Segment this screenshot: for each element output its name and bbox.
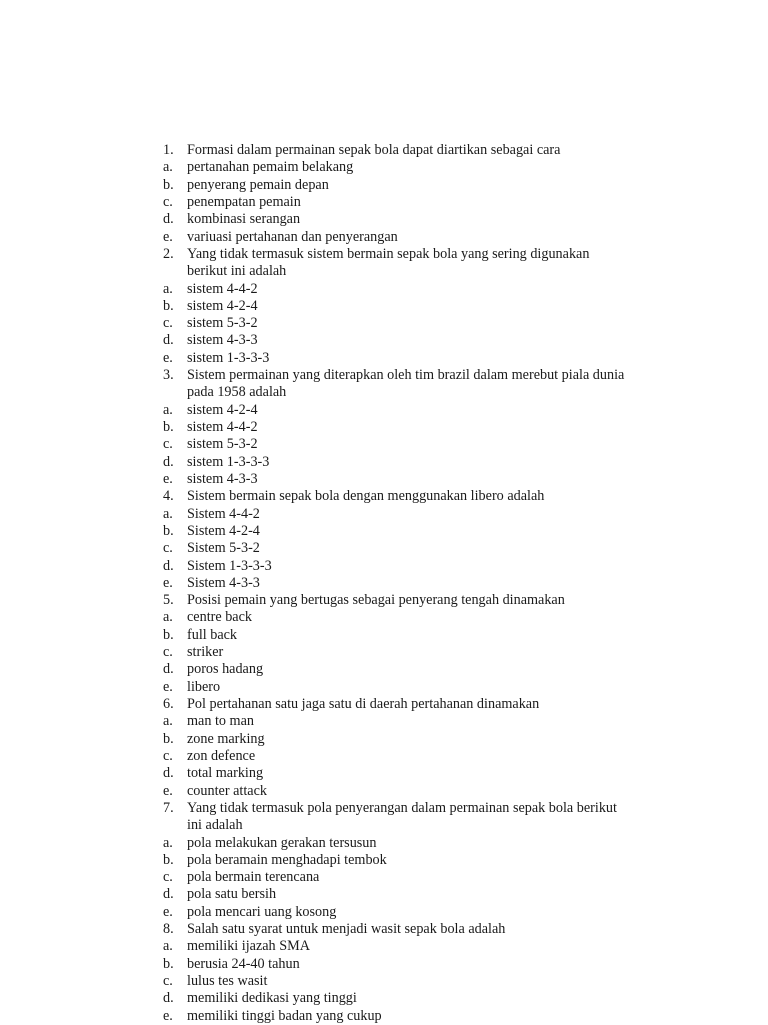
option-letter: c. (163, 644, 173, 661)
question-row (163, 800, 683, 817)
question-row (163, 592, 683, 609)
question-item (163, 800, 683, 921)
answer-option (163, 765, 683, 782)
answer-option (163, 661, 683, 678)
question-row (163, 696, 683, 713)
question-text: ini adalah (187, 817, 243, 834)
answer-option (163, 211, 683, 228)
option-letter: d. (163, 990, 174, 1007)
answer-option (163, 332, 683, 349)
answer-option (163, 938, 683, 955)
answer-option (163, 852, 683, 869)
option-letter: d. (163, 765, 174, 782)
option-letter: c. (163, 193, 173, 210)
question-text: Pol pertahanan satu jaga satu di daerah pertahanan dinamakan (187, 696, 540, 712)
option-text: sistem 1-3-3-3 (187, 453, 270, 470)
question-number (163, 384, 187, 401)
answer-option (163, 159, 683, 176)
question-number: 2. (163, 245, 174, 262)
question-continuation-row (163, 263, 683, 280)
option-letter: b. (163, 419, 174, 435)
question-continuation-row (163, 384, 683, 401)
question-text: Sistem bermain sepak bola dengan menggunakan libero adalah (187, 488, 545, 505)
option-letter: d. (163, 453, 174, 470)
option-letter: a. (163, 401, 173, 418)
question-number (163, 817, 187, 834)
option-letter: a. (163, 505, 173, 522)
option-letter: b. (163, 176, 174, 193)
option-letter: e. (163, 470, 173, 487)
option-letter: d. (163, 557, 174, 574)
option-letter: d. (163, 661, 174, 678)
question-row (163, 142, 683, 159)
option-letter: e. (163, 574, 173, 591)
answer-option (163, 956, 683, 973)
answer-option (163, 315, 683, 332)
question-number: 7. (163, 799, 174, 816)
option-text: full back (187, 626, 238, 643)
question-number: 5. (163, 592, 174, 609)
option-letter: c. (163, 436, 173, 453)
answer-option (163, 575, 683, 592)
option-letter: e. (163, 1007, 173, 1024)
option-text: penempatan pemain (187, 193, 301, 210)
question-item (163, 696, 683, 800)
option-text: counter attack (187, 782, 267, 799)
question-text: Posisi pemain yang bertugas sebagai penyerang tengah dinamakan (187, 592, 565, 609)
question-text: Salah satu syarat untuk menjadi wasit sepak bola adalah (187, 921, 506, 938)
option-text: Sistem 5-3-2 (187, 540, 260, 557)
option-text: sistem 4-4-2 (187, 419, 258, 435)
option-letter: a. (163, 280, 173, 297)
question-number: 8. (163, 921, 174, 938)
answer-option (163, 229, 683, 246)
answer-option (163, 1008, 683, 1025)
question-row (163, 488, 683, 505)
option-text: Sistem 1-3-3-3 (187, 557, 272, 574)
answer-option (163, 402, 683, 419)
option-letter: a. (163, 713, 173, 730)
question-row (163, 921, 683, 938)
question-text: Yang tidak termasuk pola penyerangan dalam permainan sepak bola berikut (187, 799, 617, 816)
question-text: Yang tidak termasuk sistem bermain sepak bola yang sering digunakan (187, 245, 590, 262)
question-text: berikut ini adalah (187, 263, 287, 280)
question-item (163, 367, 683, 488)
answer-option (163, 869, 683, 886)
answer-option (163, 194, 683, 211)
answer-option (163, 436, 683, 453)
answer-option (163, 679, 683, 696)
answer-option (163, 298, 683, 315)
answer-option (163, 990, 683, 1007)
option-text: pola bermain terencana (187, 869, 320, 886)
option-letter: e. (163, 903, 173, 920)
option-text: variuasi pertahanan dan penyerangan (187, 228, 398, 245)
option-text: pola beramain menghadapi tembok (187, 851, 387, 868)
option-letter: a. (163, 609, 173, 626)
answer-option (163, 454, 683, 471)
question-item (163, 488, 683, 592)
answer-option (163, 350, 683, 367)
question-row (163, 246, 683, 263)
answer-option (163, 748, 683, 765)
option-letter: c. (163, 540, 173, 557)
answer-option (163, 281, 683, 298)
question-item (163, 142, 683, 246)
question-number: 3. (163, 367, 174, 384)
option-letter: c. (163, 973, 173, 989)
option-letter: b. (163, 955, 174, 972)
answer-option (163, 506, 683, 523)
option-text: pola mencari uang kosong (187, 903, 337, 920)
option-text: berusia 24-40 tahun (187, 955, 300, 972)
answer-option (163, 973, 683, 990)
answer-option (163, 523, 683, 540)
option-letter: b. (163, 851, 174, 868)
answer-option (163, 177, 683, 194)
question-number: 4. (163, 488, 174, 505)
option-letter: a. (163, 938, 173, 955)
option-letter: b. (163, 297, 174, 314)
question-text: Sistem permainan yang diterapkan oleh tim brazil dalam merebut piala dunia (187, 367, 625, 384)
answer-option (163, 713, 683, 730)
answer-option (163, 644, 683, 661)
option-letter: c. (163, 869, 173, 886)
option-letter: b. (163, 730, 174, 747)
option-text: centre back (187, 609, 252, 626)
option-text: zone marking (187, 730, 265, 747)
answer-option (163, 419, 683, 436)
question-number (163, 263, 187, 280)
option-letter: e. (163, 678, 173, 695)
option-text: total marking (187, 765, 264, 782)
question-row (163, 367, 683, 384)
option-letter: b. (163, 522, 174, 539)
option-text: striker (187, 644, 224, 661)
answer-option (163, 558, 683, 575)
option-letter: c. (163, 747, 173, 764)
option-text: poros hadang (187, 661, 264, 678)
option-text: lulus tes wasit (187, 973, 268, 989)
option-text: man to man (187, 713, 254, 730)
question-item (163, 246, 683, 367)
question-item (163, 592, 683, 696)
answer-option (163, 627, 683, 644)
option-letter: d. (163, 211, 174, 228)
option-letter: e. (163, 349, 173, 366)
option-text: pertanahan pemaim belakang (187, 159, 354, 176)
option-text: sistem 5-3-2 (187, 315, 258, 332)
answer-option (163, 904, 683, 921)
answer-option (163, 783, 683, 800)
option-letter: e. (163, 228, 173, 245)
option-text: kombinasi serangan (187, 211, 301, 228)
option-text: libero (187, 678, 221, 695)
question-text: Formasi dalam permainan sepak bola dapat diartikan sebagai cara (187, 142, 561, 158)
question-number: 6. (163, 696, 174, 712)
option-text: sistem 5-3-2 (187, 436, 258, 453)
option-text: memiliki ijazah SMA (187, 938, 310, 955)
option-text: penyerang pemain depan (187, 176, 329, 193)
question-continuation-row (163, 817, 683, 834)
option-text: sistem 4-2-4 (187, 297, 258, 314)
option-letter: a. (163, 159, 173, 176)
option-letter: d. (163, 886, 174, 903)
option-letter: e. (163, 782, 173, 799)
option-text: Sistem 4-4-2 (187, 505, 260, 522)
option-text: memiliki tinggi badan yang cukup (187, 1007, 382, 1024)
question-item (163, 921, 683, 1025)
option-text: sistem 1-3-3-3 (187, 349, 270, 366)
answer-option (163, 886, 683, 903)
option-text: sistem 4-3-3 (187, 332, 258, 349)
option-letter: c. (163, 315, 173, 332)
option-text: pola satu bersih (187, 886, 277, 903)
answer-option (163, 609, 683, 626)
answer-option (163, 835, 683, 852)
option-text: memiliki dedikasi yang tinggi (187, 990, 357, 1007)
option-letter: b. (163, 626, 174, 643)
answer-option (163, 471, 683, 488)
option-text: Sistem 4-2-4 (187, 522, 260, 539)
option-letter: a. (163, 834, 173, 851)
option-letter: d. (163, 332, 174, 349)
question-list (163, 142, 683, 1025)
option-text: sistem 4-2-4 (187, 401, 258, 418)
question-number: 1. (163, 142, 174, 158)
option-text: pola melakukan gerakan tersusun (187, 834, 377, 851)
option-text: zon defence (187, 747, 256, 764)
answer-option (163, 731, 683, 748)
option-text: sistem 4-3-3 (187, 470, 258, 487)
question-text: pada 1958 adalah (187, 384, 287, 401)
option-text: sistem 4-4-2 (187, 280, 258, 297)
answer-option (163, 540, 683, 557)
option-text: Sistem 4-3-3 (187, 574, 260, 591)
